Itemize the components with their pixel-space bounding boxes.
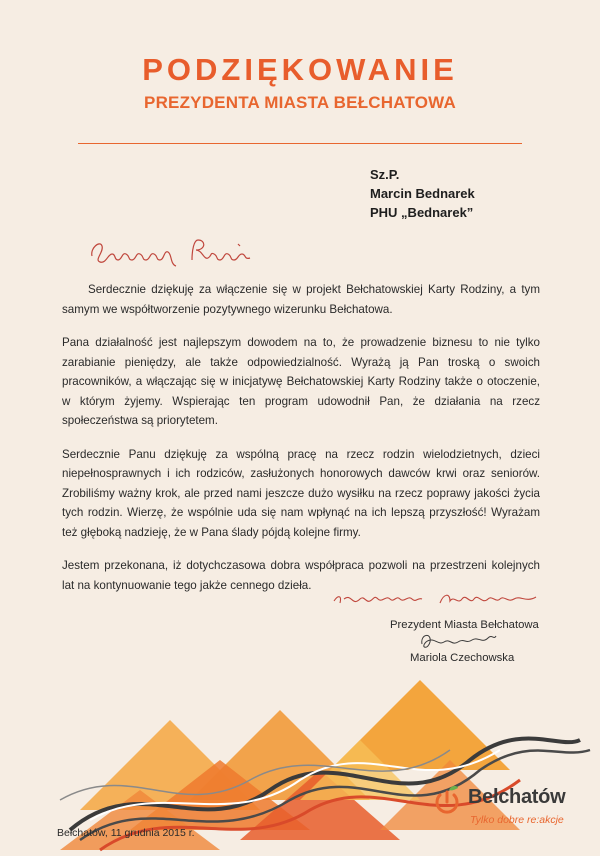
body-paragraph-1: Serdecznie dziękuję za włączenie się w projekt Bełchatowskiej Karty Rodziny, a tym samym we współtworzenie pozytywnego wizerunku Bełchatowa. — [62, 283, 540, 316]
body-paragraph-3: Serdecznie Panu dziękuję za wspólną pracę na rzecz rodzin wielodzietnych, dzieci niepełnosprawnych i ich rodziców, zasłużonych honorowych dawców krwi oraz seniorów. Zrobiliśmy ważny krok, ale przed nami jeszcze dużo wysiłku na rzecz poprawy jakości życia tych rodzin. Wierzę, że wspólnie uda się nam wpłynąć na ich lepszą przyszłość! Wyrażam też głęboką nadzieję, że w Pana ślady pójdą kolejne firmy. — [62, 447, 540, 539]
power-apple-icon — [430, 784, 464, 818]
addressee-salutation: Sz.P. — [370, 167, 400, 182]
signer-name: Mariola Czechowska — [410, 652, 515, 664]
addressee-name: Marcin Bednarek — [370, 186, 475, 201]
logo-name: Bełchatów — [468, 786, 566, 808]
signer-title: Prezydent Miasta Bełchatowa — [390, 619, 539, 631]
signature — [418, 628, 498, 654]
handwritten-closing — [330, 585, 545, 611]
logo-tagline: Tylko dobre re:akcje — [470, 814, 564, 826]
place-and-date: Bełchatów, 11 grudnia 2015 r. — [57, 827, 195, 839]
body-paragraph-4: Jestem przekonana, iż dotychczasowa dobra współpraca pozwoli na przestrzeni kolejnych lat na kontynuowanie tego jakże cennego dzieła. — [62, 559, 540, 592]
header-divider — [78, 143, 522, 144]
letter-title: PODZIĘKOWANIE — [142, 52, 458, 87]
addressee-block — [370, 165, 475, 222]
letter-body — [62, 280, 540, 609]
handwritten-greeting — [88, 230, 258, 270]
city-logo — [430, 782, 580, 838]
addressee-company: PHU „Bednarek” — [370, 205, 474, 220]
body-paragraph-2: Pana działalność jest najlepszym dowodem na to, że prowadzenie biznesu to nie tylko zarabianie pieniędzy, ale także odpowiedzialność. Wyrażą ją Pan troską o swoich pracowników, a włączając się w inicjatywę Bełchatowskiej Karty Rodziny także o otoczenie, w którym żyjemy. Wspierając ten program udowodnił Pan, że działania na rzecz społeczeństwa są priorytetem. — [62, 336, 540, 427]
letter-subtitle: PREZYDENTA MIASTA BEŁCHATOWA — [144, 93, 456, 112]
